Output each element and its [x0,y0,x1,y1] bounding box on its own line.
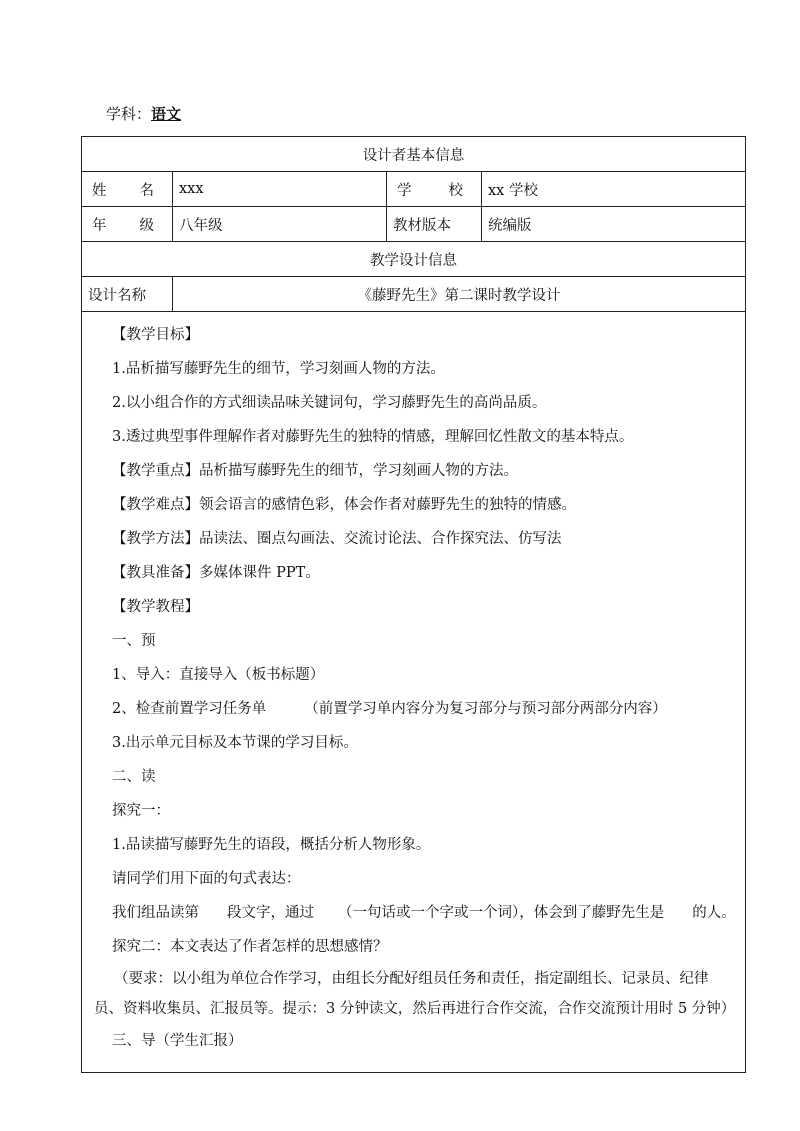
school-label-cell [387,172,482,207]
tools: 【教具准备】多媒体课件 PPT。 [112,565,320,581]
step-3: 3.出示单元目标及本节课的学习目标。 [112,735,358,751]
sentence-part-d: 的人。 [692,905,736,921]
name-label-a: 姓 [92,182,107,199]
school-value: xx 学校 [482,172,746,207]
requirement: （要求：以小组为单位合作学习，由组长分配好组员任务和责任，指定副组长、记录员、纪律员、资料收集员、汇报员等。提示：3 分钟读文，然后再进行合作交流，合作交流预计用时 5 分钟） [94,971,736,1017]
title-row [82,277,746,312]
subject-line [106,103,181,124]
title-label: 设计名称 [82,277,173,312]
textbook-label: 教材版本 [387,207,482,242]
grade-value: 八年级 [173,207,387,242]
designer-section-row [82,137,746,172]
goal-1: 1.品析描写藤野先生的细节，学习刻画人物的方法。 [112,361,445,377]
name-row [82,172,746,207]
key-point: 【教学重点】品析描写藤野先生的细节，学习刻画人物的方法。 [112,463,518,479]
content-row [82,312,746,1073]
sentence-part-b: 段文字，通过 [227,905,314,921]
textbook-value: 统编版 [482,207,746,242]
part-2: 二、读 [112,769,156,785]
subject-label: 学科： [106,105,152,123]
sentence-part-a: 我们组品读第 [112,905,199,921]
designer-section-title: 设计者基本信息 [82,137,746,172]
difficulty: 【教学难点】领会语言的感情色彩，体会作者对藤野先生的独特的情感。 [112,497,576,513]
explore-2: 探究二：本文表达了作者怎样的思想感情？ [112,939,388,955]
goals-heading: 【教学目标】 [112,327,199,343]
grade-label-a: 年 [92,217,107,234]
part-1: 一、预 [112,633,156,649]
methods: 【教学方法】品读法、圈点勾画法、交流讨论法、合作探究法、仿写法 [112,531,562,547]
content-cell [82,312,746,1073]
prompt: 请同学们用下面的句式表达： [112,871,301,887]
goal-2: 2.以小组合作的方式细读品味关键词句，学习藤野先生的高尚品质。 [112,395,547,411]
goal-3: 3.透过典型事件理解作者对藤野先生的独特的情感，理解回忆性散文的基本特点。 [112,429,634,445]
lesson-plan-table [81,136,746,1073]
school-label-a: 学 [397,182,412,199]
subject-value: 语文 [151,105,182,123]
grade-label-b: 级 [139,217,154,234]
design-section-title: 教学设计信息 [82,242,746,277]
part-3: 三、导（学生汇报） [112,1033,243,1049]
sentence-pattern [82,896,745,930]
read-1: 1.品读描写藤野先生的语段，概括分析人物形象。 [112,837,431,853]
name-label-cell [82,172,173,207]
school-label-b: 校 [448,182,463,199]
step-1: 1、导入：直接导入（板书标题） [112,667,325,683]
step-2-b: （前置学习单内容分为复习部分与预习部分两部分内容） [304,701,667,717]
grade-row [82,207,746,242]
design-section-row [82,242,746,277]
grade-label-cell [82,207,173,242]
process-heading: 【教学教程】 [112,599,199,615]
name-value: xxx [173,172,387,207]
step-2-a: 2、检查前置学习任务单 [112,701,267,717]
name-label-b: 名 [139,182,154,199]
explore-1: 探究一： [112,803,170,819]
title-value: 《藤野先生》第二课时教学设计 [173,277,746,312]
step-2 [82,692,745,726]
sentence-part-c: （一句话或一个字或一个词），体会到了藤野先生是 [338,905,665,921]
